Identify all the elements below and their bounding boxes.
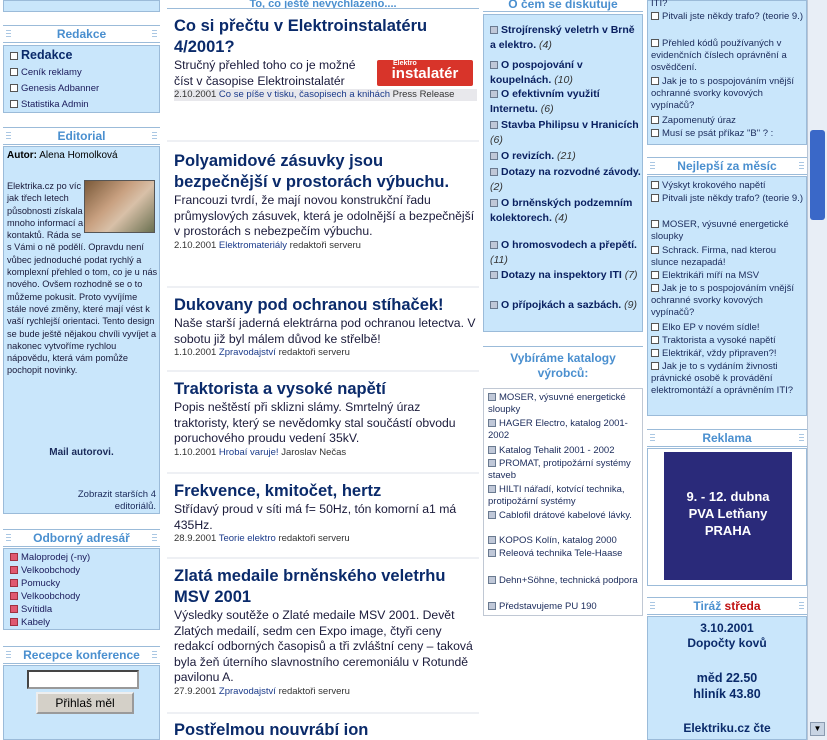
best-box [647, 176, 807, 416]
elektroinstalater-logo: Elektro instalatér [377, 60, 473, 86]
article [174, 481, 477, 545]
catalog-item[interactable]: HILTI nářadí, kotvící technika, protipožární systémy [488, 484, 625, 507]
catalog-item[interactable]: MOSER, výsuvné energetické sloupky [488, 392, 626, 415]
best-item[interactable]: Výskyt krokového napětí [651, 180, 806, 192]
catalog-item[interactable]: Katalog Tehalit 2001 - 2002 [488, 445, 642, 457]
top-list-item[interactable]: Jak je to s pospojováním vnější ochranné svorky kovových vypínačů? [651, 76, 795, 111]
best-item[interactable]: Jak je to s pospojováním vnější ochranné svorky kovových vypínačů? [651, 283, 795, 318]
catalog-header: Vybíráme katalogy výrobců: [483, 346, 643, 386]
discussion-item[interactable]: Strojírenský veletrh v Brně a elektro. (4) [490, 24, 635, 51]
editorial-box [3, 146, 160, 514]
ad-banner[interactable]: 9. - 12. dubna PVA Letňany PRAHA [664, 452, 792, 580]
article-title[interactable]: Zlatá medaile brněnského veletrhu MSV 2001 [174, 567, 446, 606]
discussion-item[interactable]: Dotazy na rozvodné závody. (2) [490, 166, 641, 193]
discussion-item[interactable]: O revizích. (21) [490, 149, 642, 164]
scroll-down-arrow-icon[interactable]: ▼ [810, 722, 825, 736]
best-item[interactable]: Elektrikář, vždy připraven?! [651, 348, 806, 360]
catalog-item[interactable]: Cablofil drátové kabelové lávky. [488, 510, 642, 522]
adresar-item[interactable]: Velkoobchody [10, 590, 80, 603]
cenik-link[interactable]: Ceník reklamy [10, 66, 82, 79]
article-title[interactable]: Dukovany pod ochranou stíhaček! [174, 296, 444, 314]
article [174, 151, 477, 252]
catalog-item[interactable]: KOPOS Kolín, katalog 2000 [488, 535, 642, 547]
article [174, 295, 477, 359]
adresar-item[interactable]: Svítidla [10, 603, 52, 616]
category-link[interactable]: Zpravodajství [218, 347, 276, 358]
category-link[interactable]: Zpravodajství [218, 685, 276, 697]
tiraz-date: 3.10.2001 [700, 621, 754, 635]
top-list-item[interactable]: ITI? [651, 0, 668, 9]
article-summary: Naše starší jaderná elektrárna pod ochranou letectva. V sobotu již byl málem důvod ke střelbě! [174, 316, 476, 346]
news-header: To, co ještě nevychlazeno.... [167, 0, 479, 9]
tiraz-header: Tiráž středa [647, 597, 807, 615]
genesis-link[interactable]: Genesis Adbanner [10, 82, 99, 95]
reklama-box [647, 448, 807, 586]
article-summary: Stručný přehled toho co je možné číst v časopise Elektroinstalatér [174, 58, 356, 88]
best-item[interactable]: Schrack. Firma, nad kterou slunce nezapadá! [651, 245, 777, 268]
redakce-box [3, 45, 160, 113]
recepce-submit-button[interactable]: Přihlaš měl [36, 692, 134, 714]
tiraz-box [647, 616, 807, 740]
category-link[interactable]: Hrobaí varuje! [218, 446, 279, 458]
article [174, 16, 477, 101]
catalog-item[interactable]: Releová technika Tele-Haase [488, 548, 642, 560]
best-item[interactable]: Elektrikáři míří na MSV [651, 270, 806, 282]
article-summary: Střídavý proud v síti má f= 50Hz, tón komorní a1 má 435Hz. [174, 502, 457, 532]
recepce-input[interactable] [27, 670, 139, 689]
catalog-box [483, 388, 643, 616]
article-separator [167, 472, 479, 474]
article-meta: 1.10.2001 Hrobaí varuje! Jaroslav Nečas [174, 446, 347, 458]
editorial-header: Editorial [3, 127, 160, 145]
discussion-item[interactable]: O hromosvodech a přepětí. (11) [490, 239, 637, 266]
author-line: Autor: Alena Homolková [7, 150, 118, 161]
adresar-item[interactable]: Maloprodej (-ny) [10, 551, 90, 564]
left-column [0, 0, 162, 740]
article [174, 379, 477, 459]
older-editorials-link[interactable]: Zobrazit starších 4 editoriálů. [77, 489, 156, 512]
copper-price: měd 22.50 [696, 671, 758, 685]
aluminium-price: hliník 43.80 [693, 687, 761, 701]
article-summary: Popis neštěstí při sklizni slámy. Smrtelný úraz traktoristy, který se nevědomky stal součástí obvodu poruchového proudu vedení 35kV. [174, 400, 456, 445]
article-separator [167, 140, 479, 142]
adresar-header: Odborný adresář [3, 529, 160, 547]
catalog-item[interactable]: Představujeme PU 190 [488, 601, 642, 613]
best-item[interactable]: MOSER, výsuvné energetické sloupky [651, 219, 789, 242]
article-meta: 27.9.2001 Zpravodajství redaktoři serveru [174, 685, 350, 697]
adresar-item[interactable]: Kabely [10, 616, 50, 629]
article-title[interactable]: Traktorista a vysoké napětí [174, 380, 386, 398]
category-link[interactable]: Co se píše v tisku, časopisech a knihách [218, 89, 390, 100]
discussion-box [483, 14, 643, 332]
best-item[interactable]: Elko EP v novém sídle! [651, 322, 806, 334]
article-separator [167, 712, 479, 714]
article-separator [167, 286, 479, 288]
mail-author-link[interactable]: Mail autorovi. [49, 447, 114, 458]
catalog-item[interactable]: PROMAT, protipožární systémy staveb [488, 458, 631, 481]
top-list-item[interactable]: Pitvali jste někdy trafo? (teorie 9.) [651, 11, 806, 23]
metal-prices-title: Dopočty kovů [687, 636, 767, 650]
discussion-header: O čem se diskutuje [483, 0, 643, 12]
article-meta: 28.9.2001 Teorie elektro redaktoři serveru [174, 533, 350, 544]
article-title[interactable]: Polyamidové zásuvky jsou bezpečnější v prostorách výbuchu. [174, 152, 450, 191]
editorial-text: Elektrika.cz po víc jak třech letech působnosti získala mnoho informací a kontaktů. Ráda se s Vámi o ně podělí. Opravdu není vůbec jednoduché podat rychlý a komplexní přehled o tom, co je u nás nového. Ovšem rozhodně se o to můžeme pokusit. Proto vyvíjíme stále nové změny, které mají vést k vaší rychlejší orientaci. Tento design se bude ještě nějakou chvíli vyvíjet a nakonec vytvoříme rychlou nápovědu, která vám pomůže pochopit novinky. [7, 181, 158, 376]
article-summary: Francouzi tvrdí, že mají novou konstrukční řadu průmyslových zásuvek, která je odolnější a bezpečnější v prostorách s nebezpečím výbuchu. [174, 193, 475, 238]
best-item[interactable]: Pitvali jste někdy trafo? (teorie 9.) [651, 193, 806, 205]
category-link[interactable]: Teorie elektro [218, 533, 276, 544]
top-list-box [647, 0, 807, 145]
article-title[interactable]: Frekvence, kmitočet, hertz [174, 482, 382, 500]
recepce-box [3, 665, 160, 740]
best-item[interactable]: Traktorista a vysoké napětí [651, 335, 806, 347]
catalog-item[interactable]: HAGER Electro, katalog 2001-2002 [488, 418, 628, 441]
article-separator [167, 370, 479, 372]
best-header: Nejlepší za měsíc [647, 157, 807, 175]
best-item[interactable]: Jak je to s vydáním živnosti právnické osobě k provádění elektromontáží a oprávněním ITI? [651, 361, 794, 396]
left-top-strip [3, 0, 160, 12]
discussion-item[interactable]: O brněnských podzemním kolektorech. (4) [490, 197, 633, 224]
news-column [167, 0, 479, 740]
reklama-header: Reklama [647, 429, 807, 447]
article-separator [167, 557, 479, 559]
vertical-scrollbar[interactable] [807, 0, 827, 740]
redakce-link[interactable]: Redakce [10, 48, 72, 62]
discussion-item[interactable]: O přípojkách a sazbách. (9) [490, 298, 642, 313]
article [174, 566, 477, 698]
top-list-item[interactable]: Přehled kódů používaných v evidenčních číslech oprávnění a osvědčení. [651, 38, 787, 73]
discussion-column [483, 0, 643, 740]
discussion-item[interactable]: O pospojování v koupelnách. (10) [490, 59, 583, 86]
discussion-item[interactable]: O efektivním využití Internetu. (6) [490, 88, 600, 115]
discussion-item[interactable]: Dotazy na inspektory ITI (7) [490, 268, 642, 283]
statistika-link[interactable]: Statistika Admin [10, 98, 89, 111]
top-list-item[interactable]: Zapomenutý úraz [651, 115, 806, 127]
catalog-item[interactable]: Dehn+Söhne, technická podpora [488, 575, 642, 587]
tiraz-bottom-text: Elektriku.cz čte [683, 721, 771, 735]
adresar-item[interactable]: Pomucky [10, 577, 60, 590]
discussion-item[interactable]: Stavba Philipsu v Hranicích (6) [490, 119, 639, 146]
article-meta: 2.10.2001 Elektromateriály redaktoři serveru [174, 239, 361, 251]
category-link[interactable]: Elektromateriály [218, 239, 288, 251]
adresar-item[interactable]: Velkoobchody [10, 564, 80, 577]
top-list-item[interactable]: Musí se psát příkaz "B" ? : [651, 128, 806, 140]
article-meta: 2.10.2001 Co se píše v tisku, časopisech a knihách Press Release [174, 89, 477, 101]
recepce-header: Recepce konference [3, 646, 160, 664]
right-column [647, 0, 807, 740]
article-title[interactable]: Co si přečtu v Elektroinstalatéru 4/2001? [174, 17, 428, 56]
article-title[interactable]: Postřelmou nouvrábí ion [174, 721, 369, 739]
scrollbar-thumb[interactable] [810, 130, 825, 220]
adresar-box [3, 548, 160, 630]
article-meta: 1.10.2001 Zpravodajství redaktoři serveru [174, 347, 350, 358]
article [174, 720, 477, 740]
redakce-header: Redakce [3, 25, 160, 43]
article-summary: Výsledky soutěže o Zlaté medaile MSV 2001. Devět Zlatých medailí, sedm cen Expo image, čtyři ceny redakcí odborných časopisů a tři zvláštní ceny – taková byla žeň úterního slavnostního ceremoniálu v Rotundě pavilonu A. [174, 608, 473, 684]
